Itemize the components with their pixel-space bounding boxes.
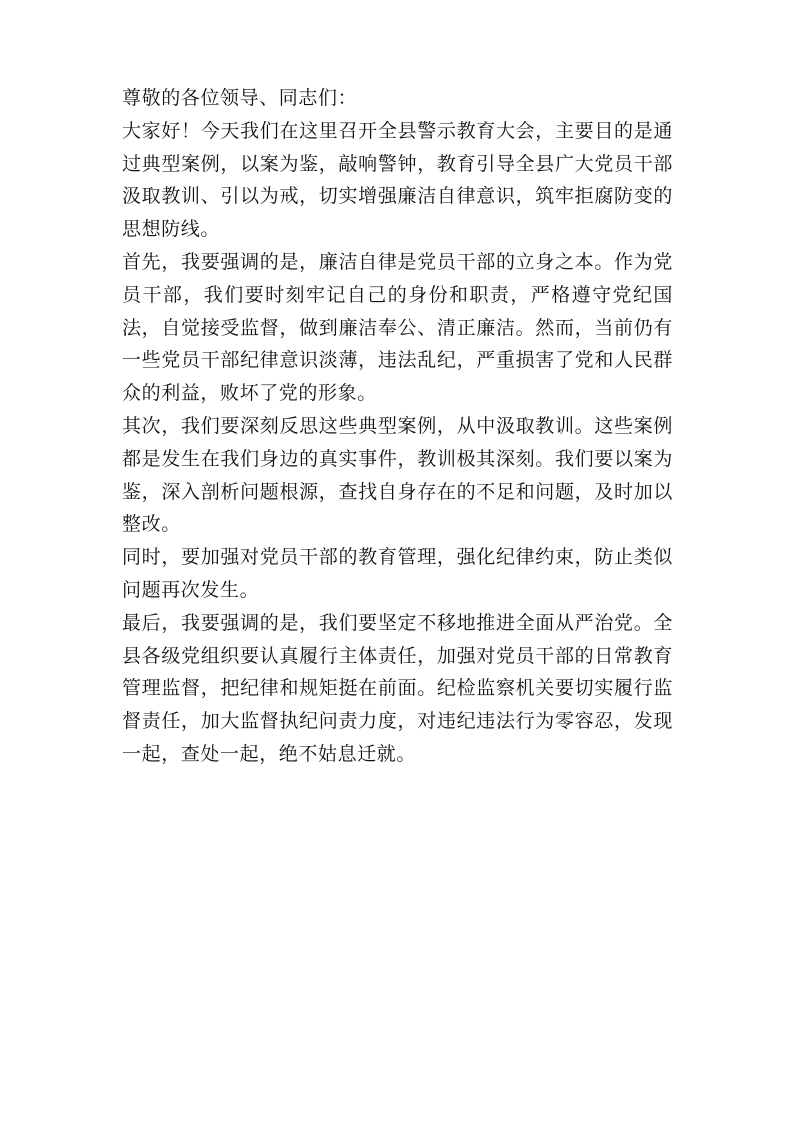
paragraph-greeting: 大家好！今天我们在这里召开全县警示教育大会，主要目的是通过典型案例，以案为鉴，敲响警钟，教育引导全县广大党员干部汲取教训、引以为戒，切实增强廉洁自律意识，筑牢拒腐防变的思想防线。 [122, 119, 673, 241]
paragraph-first-point: 首先，我要强调的是，廉洁自律是党员干部的立身之本。作为党员干部，我们要时刻牢记自己的身份和职责，严格遵守党纪国法，自觉接受监督，做到廉洁奉公、清正廉洁。然而，当前仍有一些党员干部纪律意识淡薄，违法乱纪，严重损害了党和人民群众的利益，败坏了党的形象。 [122, 250, 673, 405]
document-page [122, 82, 673, 771]
salutation: 尊敬的各位领导、同志们： [122, 87, 358, 109]
paragraph-meanwhile: 同时，要加强对党员干部的教育管理，强化纪律约束，防止类似问题再次发生。 [122, 546, 673, 601]
paragraph-second-point: 其次，我们要深刻反思这些典型案例，从中汲取教训。这些案例都是发生在我们身边的真实事件，教训极其深刻。我们要以案为鉴，深入剖析问题根源，查找自身存在的不足和问题，及时加以整改。 [122, 414, 673, 536]
paragraph-final-point: 最后，我要强调的是，我们要坚定不移地推进全面从严治党。全县各级党组织要认真履行主体责任，加强对党员干部的日常教育管理监督，把纪律和规矩挺在前面。纪检监察机关要切实履行监督责任，加大监督执纪问责力度，对违纪违法行为零容忍，发现一起，查处一起，绝不姑息迁就。 [122, 611, 673, 765]
